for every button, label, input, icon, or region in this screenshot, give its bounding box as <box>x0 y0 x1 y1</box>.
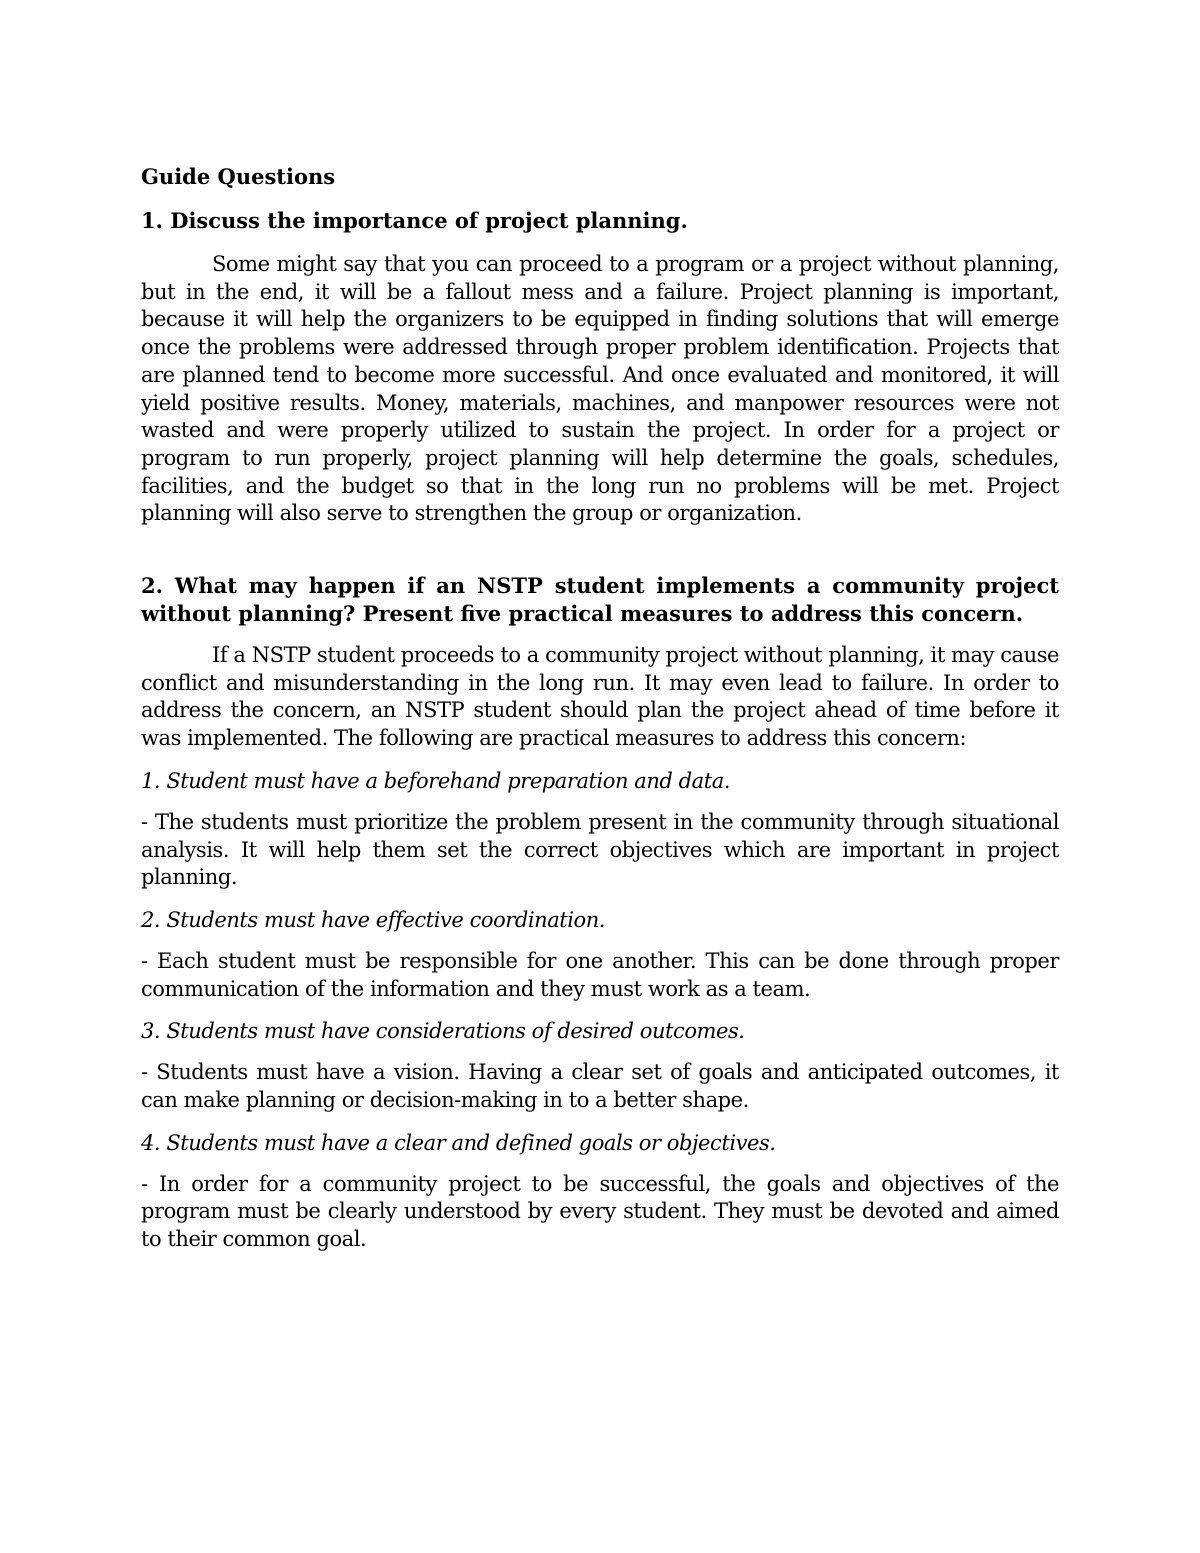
document-page <box>141 163 1059 1254</box>
measure-2-detail: - Each student must be responsible for one another. This can be done through proper communication of the information and they must work as a team. <box>141 948 1059 1001</box>
question-2-answer: If a NSTP student proceeds to a community project without planning, it may cause conflict and misunderstanding in the long run. It may even lead to failure. In order to address the concern, an NSTP student should plan the project ahead of time before it was implemented. The following are practical measures to address this concern: <box>141 643 1059 751</box>
measure-2-title: 2. Students must have effective coordination. <box>141 907 606 932</box>
question-2-title-line-2: without planning? Present five practical measures to address this concern. <box>141 601 1024 627</box>
measure-3-title: 3. Students must have considerations of desired outcomes. <box>141 1019 745 1044</box>
question-2-title-line-1: 2. What may happen if an NSTP student implements a community project <box>141 573 1059 599</box>
measure-3-detail: - Students must have a vision. Having a clear set of goals and anticipated outcomes, it can make planning or decision-making in to a better shape. <box>141 1060 1059 1113</box>
question-1-title: 1. Discuss the importance of project planning. <box>141 208 688 233</box>
document-heading: Guide Questions <box>141 164 336 189</box>
measure-4-detail: - In order for a community project to be successful, the goals and objectives of the program must be clearly understood by every student. They must be devoted and aimed to their common goal. <box>141 1171 1059 1252</box>
measure-1-detail: - The students must prioritize the problem present in the community through situational analysis. It will help them set the correct objectives which are important in project planning. <box>141 809 1059 890</box>
measure-4-title: 4. Students must have a clear and defined goals or objectives. <box>141 1130 776 1155</box>
question-1-answer: Some might say that you can proceed to a program or a project without planning, but in the end, it will be a fallout mess and a failure. Project planning is important, because it will help the organizers to be equipped in finding solutions that will emerge once the problems were addressed through proper problem identification. Projects that are planned tend to become more successful. And once evaluated and monitored, it will yield positive results. Money, materials, machines, and manpower resources were not wasted and were properly utilized to sustain the project. In order for a project or program to run properly, project planning will help determine the goals, schedules, facilities, and the budget so that in the long run no problems will be met. Project planning will also serve to strengthen the group or organization. <box>141 252 1059 526</box>
measure-1-title: 1. Student must have a beforehand preparation and data. <box>141 768 730 793</box>
